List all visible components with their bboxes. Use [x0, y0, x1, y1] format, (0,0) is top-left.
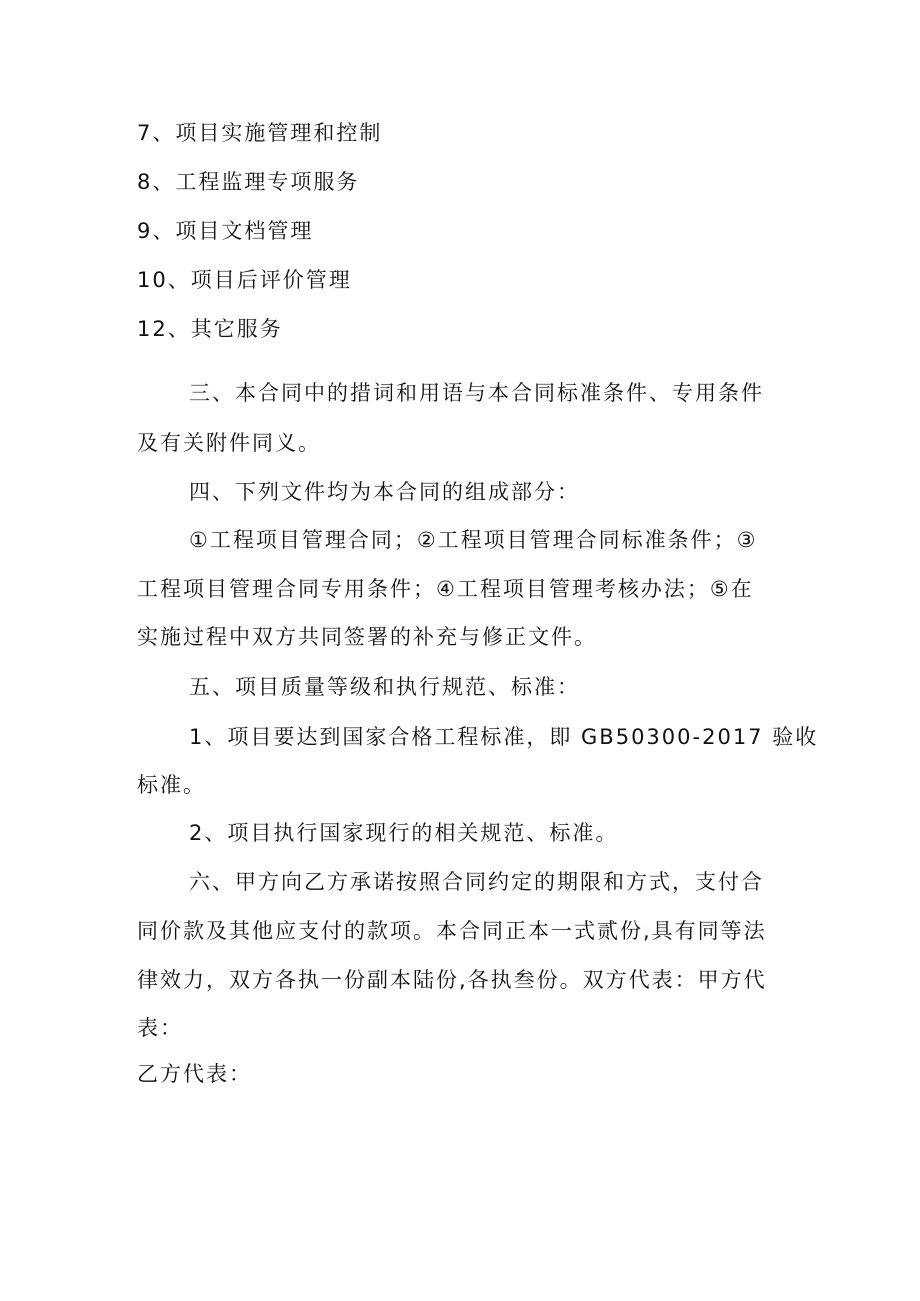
list-item-12: 12、其它服务: [137, 317, 283, 341]
section5-item2: 2、项目执行国家现行的相关规范、标准。: [189, 821, 619, 845]
list-item-7: 7、项目实施管理和控制: [137, 121, 383, 145]
party-b-representative: 乙方代表：: [137, 1062, 252, 1086]
section5-item1-line1: 1、项目要达到国家合格工程标准，即 GB50300-2017 验收: [189, 725, 819, 749]
list-item-10: 10、项目后评价管理: [137, 268, 352, 292]
section4-line1: ①工程项目管理合同；②工程项目管理合同标准条件；③: [189, 528, 758, 552]
section5-item1-line2: 标准。: [137, 773, 206, 797]
section6-line4: 表：: [137, 1016, 183, 1040]
section4-line3: 实施过程中双方共同签署的补充与修正文件。: [137, 625, 597, 649]
section6-line1: 六、甲方向乙方承诺按照合同约定的期限和方式，支付合: [189, 870, 764, 894]
section6-line2: 同价款及其他应支付的款项。本合同正本一式贰份,具有同等法: [137, 919, 767, 943]
list-item-9: 9、项目文档管理: [137, 219, 314, 243]
section4-heading: 四、下列文件均为本合同的组成部分：: [189, 480, 580, 504]
section6-line3: 律效力，双方各执一份副本陆份,各执叁份。双方代表：甲方代: [137, 968, 767, 992]
list-item-8: 8、工程监理专项服务: [137, 170, 360, 194]
section3-line1: 三、本合同中的措词和用语与本合同标准条件、专用条件: [189, 381, 764, 405]
section3-line2: 及有关附件同义。: [137, 431, 321, 455]
section5-heading: 五、项目质量等级和执行规范、标准：: [189, 675, 580, 699]
section4-line2: 工程项目管理合同专用条件；④工程项目管理考核办法；⑤在: [137, 577, 754, 601]
